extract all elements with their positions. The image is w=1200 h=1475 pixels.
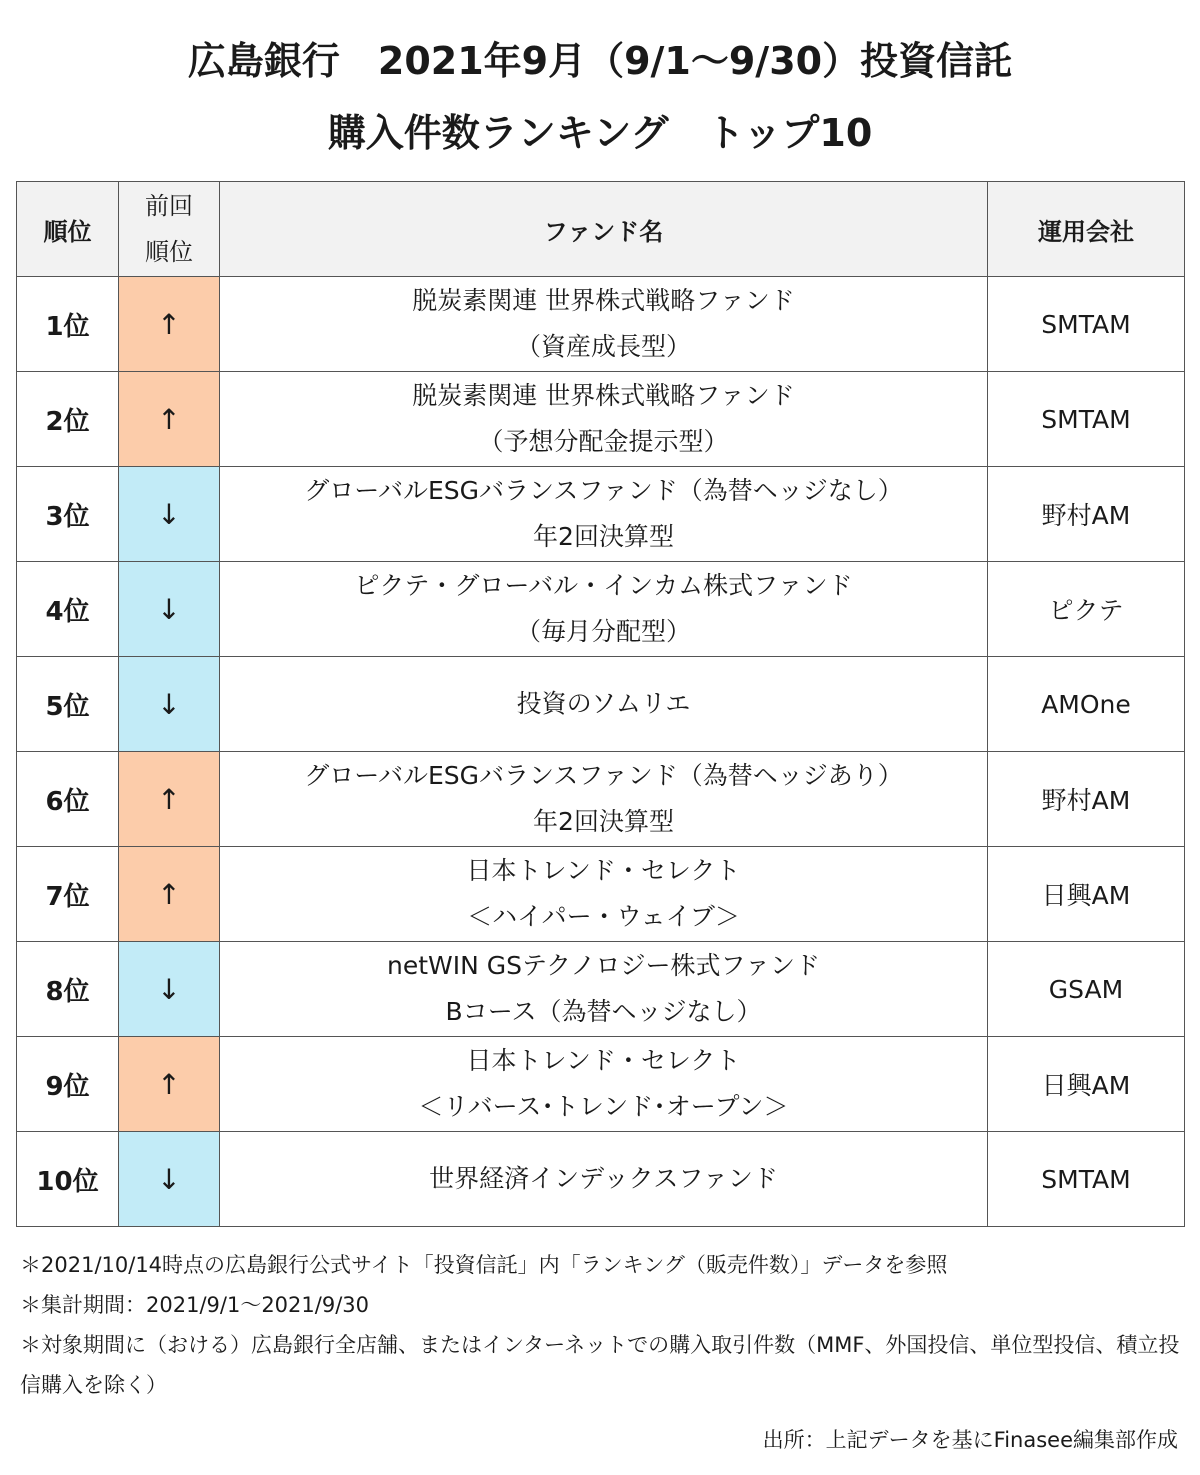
company-cell: 日興AM <box>988 1037 1185 1132</box>
fund-name-line1: 日本トレンド・セレクト <box>466 1046 741 1075</box>
header-prev-line1: 前回 <box>145 192 193 220</box>
fund-name-line2: ＜ハイパー・ウェイブ＞ <box>467 902 740 931</box>
ranking-table <box>16 181 1185 1227</box>
company-cell: 野村AM <box>988 752 1185 847</box>
table-row <box>17 277 1185 372</box>
company-cell: 日興AM <box>988 847 1185 942</box>
fund-name-line2: （資産成長型） <box>515 332 691 361</box>
trend-down-icon: ↓ <box>119 1132 220 1227</box>
fund-name-cell <box>220 942 988 1037</box>
header-fund-name: ファンド名 <box>220 182 988 277</box>
trend-up-icon: ↑ <box>119 1037 220 1132</box>
rank-cell: 2位 <box>17 372 119 467</box>
table-row <box>17 752 1185 847</box>
fund-name-line1: グローバルESGバランスファンド（為替ヘッジなし） <box>304 476 903 505</box>
rank-cell: 7位 <box>17 847 119 942</box>
table-row <box>17 1132 1185 1227</box>
rank-cell: 6位 <box>17 752 119 847</box>
footnotes <box>20 1245 1180 1405</box>
fund-name-line2: 年2回決算型 <box>533 522 674 551</box>
fund-name-cell <box>220 277 988 372</box>
company-cell: 野村AM <box>988 467 1185 562</box>
rank-cell: 5位 <box>17 657 119 752</box>
table-header-row <box>17 182 1185 277</box>
rank-cell: 10位 <box>17 1132 119 1227</box>
trend-up-icon: ↑ <box>119 277 220 372</box>
fund-name-line2: 年2回決算型 <box>533 807 674 836</box>
company-cell: ピクテ <box>988 562 1185 657</box>
header-prev-line2: 順位 <box>145 238 193 266</box>
ranking-table-body <box>17 277 1185 1227</box>
rank-cell: 1位 <box>17 277 119 372</box>
company-cell: SMTAM <box>988 277 1185 372</box>
trend-up-icon: ↑ <box>119 372 220 467</box>
fund-name-cell <box>220 847 988 942</box>
rank-cell: 4位 <box>17 562 119 657</box>
trend-up-icon: ↑ <box>119 752 220 847</box>
footnote: ＊2021/10/14時点の広島銀行公式サイト「投資信託」内「ランキング（販売件数）」データを参照 <box>20 1253 948 1277</box>
table-row <box>17 562 1185 657</box>
fund-name-line1: 脱炭素関連 世界株式戦略ファンド <box>412 381 795 410</box>
fund-name-line1: ピクテ・グローバル・インカム株式ファンド <box>354 571 853 600</box>
fund-name-cell <box>220 562 988 657</box>
header-previous-rank <box>119 182 220 277</box>
page-title-line1: 広島銀行 2021年9月（9/1〜9/30）投資信託 <box>187 39 1013 83</box>
fund-name-cell <box>220 372 988 467</box>
fund-name-line2: （毎月分配型） <box>515 617 691 646</box>
fund-name-line1: netWIN GSテクノロジー株式ファンド <box>386 951 820 980</box>
fund-name-line1: 脱炭素関連 世界株式戦略ファンド <box>412 286 795 315</box>
company-cell: GSAM <box>988 942 1185 1037</box>
fund-name-cell <box>220 657 988 752</box>
fund-name-line1: 投資のソムリエ <box>516 689 691 718</box>
page-title-line2: 購入件数ランキング トップ10 <box>327 111 873 155</box>
company-cell: SMTAM <box>988 372 1185 467</box>
table-row <box>17 467 1185 562</box>
fund-name-line1: 世界経済インデックスファンド <box>429 1164 778 1193</box>
trend-down-icon: ↓ <box>119 562 220 657</box>
fund-name-line1: 日本トレンド・セレクト <box>466 856 741 885</box>
fund-name-cell <box>220 752 988 847</box>
trend-down-icon: ↓ <box>119 467 220 562</box>
fund-name-cell <box>220 1132 988 1227</box>
table-row <box>17 847 1185 942</box>
fund-name-line2: ＜リバース･トレンド･オープン＞ <box>418 1092 789 1121</box>
fund-name-cell <box>220 467 988 562</box>
fund-name-line2: （予想分配金提示型） <box>478 427 729 456</box>
table-row <box>17 942 1185 1037</box>
footnote: ＊集計期間：2021/9/1〜2021/9/30 <box>20 1293 369 1317</box>
source-credit: 出所：上記データを基にFinasee編集部作成 <box>762 1428 1178 1452</box>
header-company: 運用会社 <box>988 182 1185 277</box>
rank-cell: 3位 <box>17 467 119 562</box>
header-rank: 順位 <box>17 182 119 277</box>
trend-down-icon: ↓ <box>119 942 220 1037</box>
table-row <box>17 1037 1185 1132</box>
fund-name-cell <box>220 1037 988 1132</box>
trend-down-icon: ↓ <box>119 657 220 752</box>
fund-name-line1: グローバルESGバランスファンド（為替ヘッジあり） <box>304 761 903 790</box>
company-cell: SMTAM <box>988 1132 1185 1227</box>
rank-cell: 9位 <box>17 1037 119 1132</box>
footnote: ＊対象期間に（おける）広島銀行全店舗、またはインターネットでの購入取引件数（MMF、外国投信、単位型投信、積立投信購入を除く） <box>20 1333 1180 1397</box>
trend-up-icon: ↑ <box>119 847 220 942</box>
rank-cell: 8位 <box>17 942 119 1037</box>
table-row <box>17 657 1185 752</box>
company-cell: AMOne <box>988 657 1185 752</box>
fund-name-line2: Bコース（為替ヘッジなし） <box>445 997 762 1026</box>
table-row <box>17 372 1185 467</box>
